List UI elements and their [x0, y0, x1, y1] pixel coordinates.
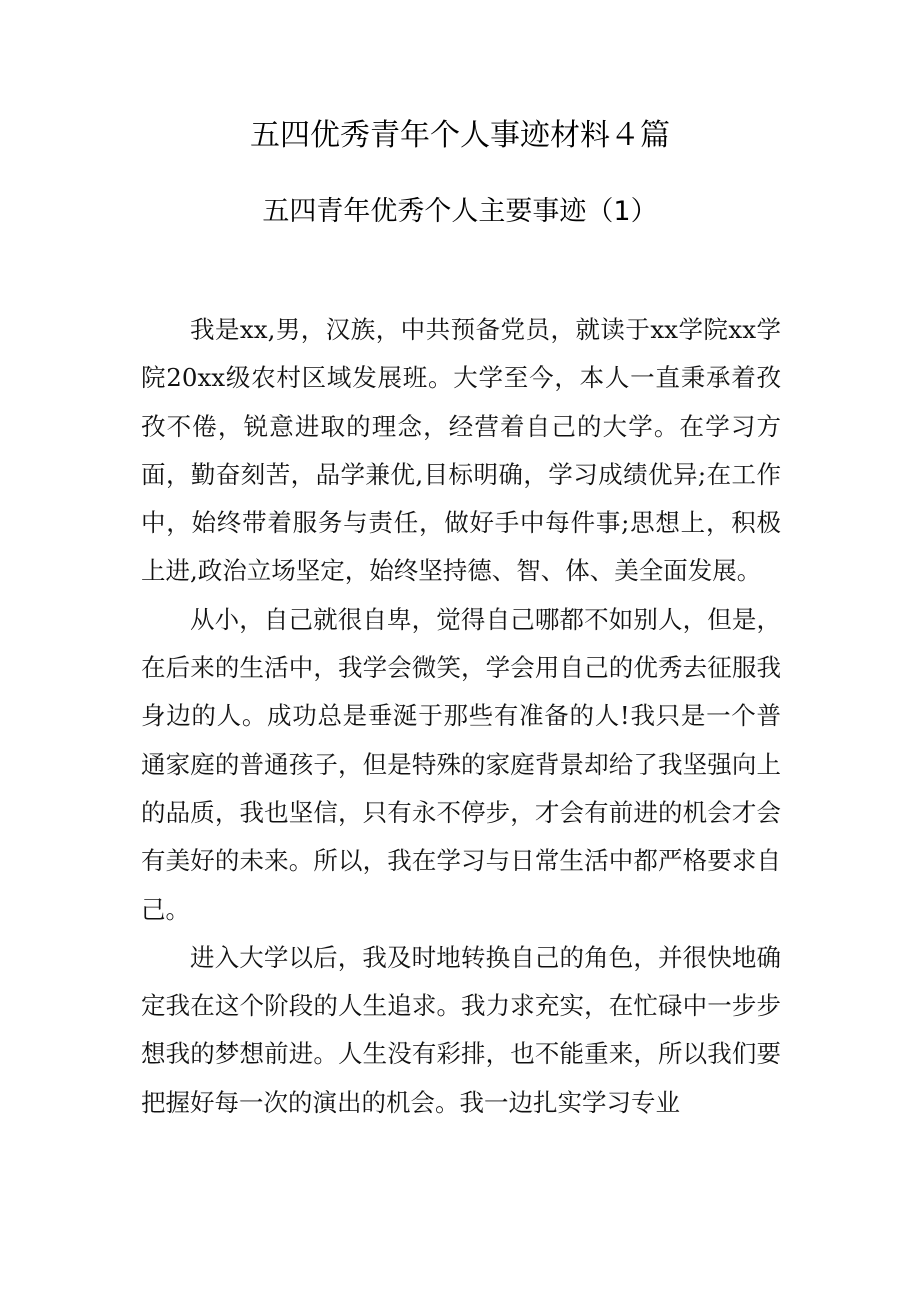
- paragraph-3: 进入大学以后，我及时地转换自己的角色，并很快地确定我在这个阶段的人生追求。我力求充实，在忙碌中一步步想我的梦想前进。人生没有彩排，也不能重来，所以我们要把握好每一次的演出的机会。我一边扎实学习专业: [141, 942, 781, 1117]
- paragraph-2: 从小，自己就很自卑，觉得自己哪都不如别人，但是，在后来的生活中，我学会微笑，学会用自己的优秀去征服我身边的人。成功总是垂涎于那些有准备的人!我只是一个普通家庭的普通孩子，但是特殊的家庭背景却给了我坚强向上的品质，我也坚信，只有永不停步，才会有前进的机会才会有美好的未来。所以，我在学习与日常生活中都严格要求自己。: [141, 604, 781, 924]
- document-title: 五四优秀青年个人事迹材料４篇: [250, 118, 670, 153]
- document-body: [141, 306, 781, 1127]
- paragraph-1: 我是xx,男，汉族，中共预备党员，就读于xx学院xx学院20xx级农村区域发展班。大学至今，本人一直秉承着孜孜不倦，锐意进取的理念，经营着自己的大学。在学习方面，勤奋刻苦，品学兼优,目标明确，学习成绩优异;在工作中，始终带着服务与责任，做好手中每件事;思想上，积极上进,政治立场坚定，始终坚持德、智、体、美全面发展。: [141, 315, 781, 586]
- section-title: 五四青年优秀个人主要事迹（1）: [262, 196, 658, 227]
